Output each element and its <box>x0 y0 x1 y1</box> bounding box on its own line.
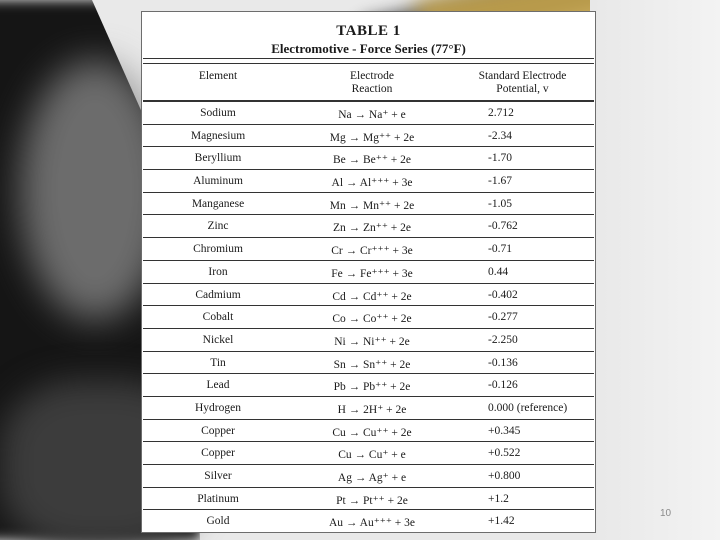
element-cell: Platinum <box>197 492 239 505</box>
table-row <box>143 351 594 374</box>
table-row <box>143 214 594 237</box>
potential-cell: -0.277 <box>488 311 518 324</box>
header-element: Element <box>198 70 238 82</box>
table-row <box>143 101 594 124</box>
element-cell: Copper <box>201 447 235 460</box>
element-cell: Cadmium <box>195 288 241 301</box>
table-row <box>143 305 594 328</box>
potential-cell: 2.712 <box>488 107 514 119</box>
potential-cell: 0.000 (reference) <box>488 401 568 414</box>
table-row <box>143 441 594 464</box>
table-row <box>143 328 594 351</box>
element-cell: Beryllium <box>194 152 242 165</box>
table-header-row <box>143 63 594 101</box>
table-row <box>143 373 594 396</box>
table-row <box>143 487 594 510</box>
table-row <box>143 419 594 442</box>
element-cell: Copper <box>201 424 235 437</box>
reaction-cell: Be → Be⁺⁺ + 2e <box>332 154 412 167</box>
element-cell: Magnesium <box>190 129 246 142</box>
reaction-cell: Co → Co⁺⁺ + 2e <box>332 313 412 326</box>
reaction-cell: Mn → Mn⁺⁺ + 2e <box>329 199 415 212</box>
element-cell: Lead <box>206 379 230 392</box>
potential-cell: -0.136 <box>488 356 518 369</box>
table-row <box>143 124 594 147</box>
reaction-cell: Sn → Sn⁺⁺ + 2e <box>333 358 411 371</box>
header-reaction: Electrode Reaction <box>349 70 395 95</box>
element-cell: Sodium <box>200 107 236 119</box>
reaction-cell: Zn → Zn⁺⁺ + 2e <box>332 222 412 235</box>
potential-cell: +1.42 <box>488 515 515 528</box>
potential-cell: -1.67 <box>488 175 512 188</box>
potential-cell: +0.522 <box>488 447 521 460</box>
element-cell: Tin <box>210 356 226 369</box>
element-cell: Iron <box>208 265 228 278</box>
table-row <box>143 237 594 260</box>
reaction-cell: Al → Al⁺⁺⁺ + 3e <box>331 177 413 190</box>
table-row <box>143 146 594 169</box>
table-row <box>143 396 594 419</box>
element-cell: Chromium <box>193 243 243 256</box>
reaction-cell: H → 2H⁺ + 2e <box>337 403 407 416</box>
reaction-cell: Ni → Ni⁺⁺ + 2e <box>334 335 410 348</box>
reaction-cell: Pb → Pb⁺⁺ + 2e <box>333 381 411 394</box>
potential-cell: +0.345 <box>488 424 521 437</box>
element-cell: Nickel <box>202 333 234 346</box>
table-row <box>143 464 594 487</box>
potential-cell: -0.762 <box>488 220 518 233</box>
table-row <box>143 509 594 532</box>
table-row <box>143 260 594 283</box>
header-potential: Standard Electrode Potential, v <box>478 70 567 95</box>
element-cell: Silver <box>204 470 232 482</box>
reaction-cell: Cu → Cu⁺⁺ + 2e <box>332 426 412 439</box>
reaction-cell: Na → Na⁺ + e <box>338 109 406 121</box>
background-right-panel <box>590 0 720 540</box>
element-cell: Gold <box>206 515 230 528</box>
potential-cell: -2.34 <box>488 129 512 142</box>
table-title: TABLE 1 <box>336 23 401 39</box>
potential-cell: +1.2 <box>488 492 509 505</box>
potential-cell: -2.250 <box>488 333 518 346</box>
reaction-cell: Au → Au⁺⁺⁺ + 3e <box>328 517 416 530</box>
table-row <box>143 169 594 192</box>
table-row <box>143 283 594 306</box>
reaction-cell: Ag → Ag⁺ + e <box>337 472 407 484</box>
potential-cell: -1.70 <box>488 152 512 165</box>
table-sheet <box>141 11 596 533</box>
table-row <box>143 192 594 215</box>
reaction-cell: Cu → Cu⁺ + e <box>338 449 406 462</box>
element-cell: Hydrogen <box>195 401 241 414</box>
table-body <box>143 101 594 532</box>
potential-cell: -0.402 <box>488 288 518 301</box>
potential-cell: -0.71 <box>488 243 512 256</box>
element-cell: Zinc <box>207 220 229 233</box>
reaction-cell: Cd → Cd⁺⁺ + 2e <box>332 290 412 303</box>
table-title-box <box>143 13 594 59</box>
potential-cell: -0.126 <box>488 379 518 392</box>
reaction-cell: Cr → Cr⁺⁺⁺ + 3e <box>331 245 413 258</box>
element-cell: Manganese <box>191 197 245 210</box>
potential-cell: +0.800 <box>488 470 521 482</box>
table-subtitle: Electromotive - Force Series (77°F) <box>271 41 466 56</box>
potential-cell: -1.05 <box>488 197 512 210</box>
reaction-cell: Fe → Fe⁺⁺⁺ + 3e <box>331 267 413 280</box>
potential-cell: 0.44 <box>488 265 509 278</box>
element-cell: Cobalt <box>202 311 234 324</box>
page-number: 10 <box>660 508 672 519</box>
reaction-cell: Pt → Pt⁺⁺ + 2e <box>336 494 408 507</box>
reaction-cell: Mg → Mg⁺⁺ + 2e <box>329 131 415 144</box>
element-cell: Aluminum <box>193 175 243 188</box>
